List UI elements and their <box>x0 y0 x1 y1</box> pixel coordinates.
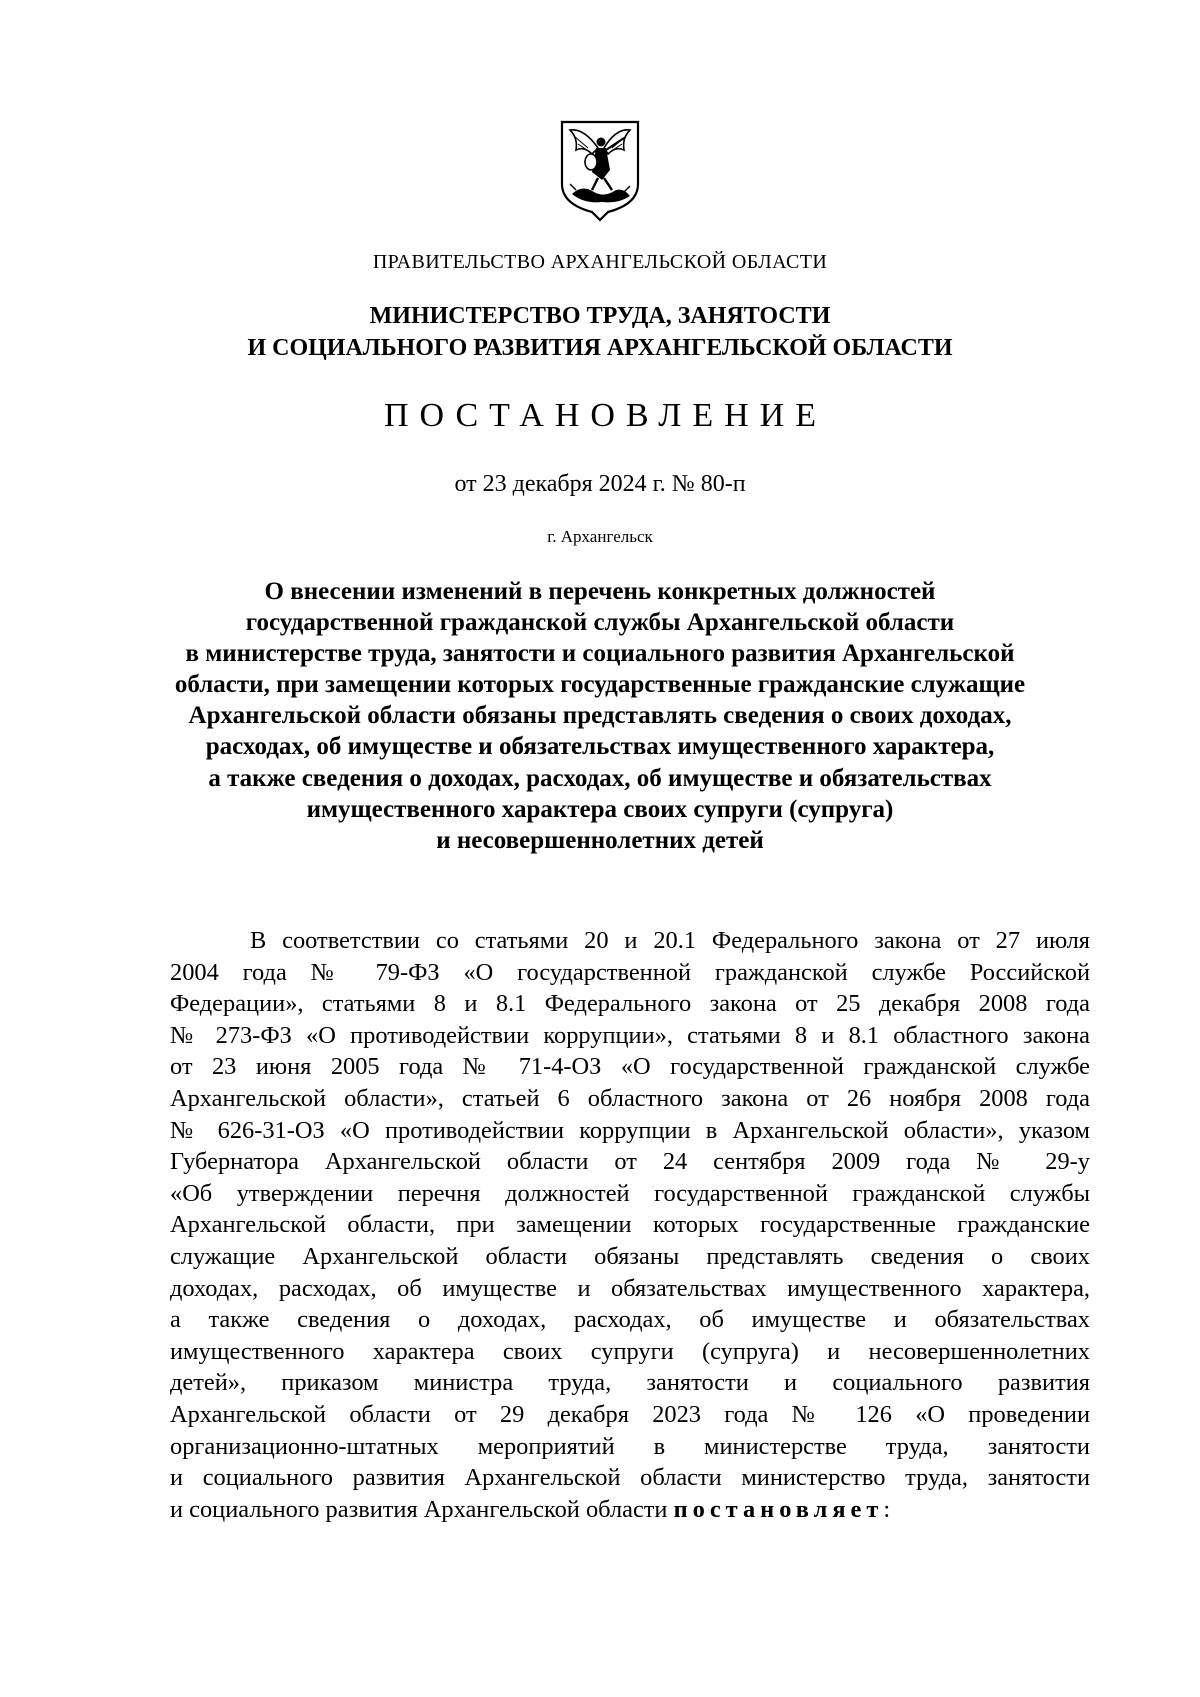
document-date-number: от 23 декабря 2024 г. № 80-п <box>454 471 746 497</box>
body-line: 2004 года № 79-ФЗ «О государственной гражданской службе Российской <box>170 958 1090 986</box>
body-line: Федерации», статьями 8 и 8.1 Федерального закона от 25 декабря 2008 года <box>170 990 1090 1018</box>
arkhangelsk-coat-of-arms-icon <box>558 118 642 222</box>
body-line: и социального развития Архангельской области министерство труда, занятости <box>170 1464 1090 1492</box>
body-line: организационно-штатных мероприятий в министерстве труда, занятости <box>170 1432 1090 1460</box>
body-line: Архангельской области, при замещении которых государственные гражданские <box>170 1211 1090 1239</box>
subject-line: и несовершеннолетних детей <box>436 826 764 854</box>
preamble-paragraph <box>170 925 1090 1525</box>
subject-line: О внесении изменений в перечень конкретных должностей <box>264 578 936 605</box>
body-line: доходах, расходах, об имуществе и обязательствах имущественного характера, <box>170 1274 1090 1302</box>
subject-line: а также сведения о доходах, расходах, об имуществе и обязательствах <box>208 764 992 792</box>
ministry-name-line: МИНИСТЕРСТВО ТРУДА, ЗАНЯТОСТИ <box>369 303 831 329</box>
operative-word: постановляет <box>673 1495 884 1523</box>
body-line: В соответствии со статьями 20 и 20.1 Федерального закона от 27 июля <box>250 927 1090 954</box>
document-place: г. Архангельск <box>547 527 653 546</box>
subject-line: в министерстве труда, занятости и социального развития Архангельской <box>185 640 1015 668</box>
subject-line: Архангельской области обязаны представлять сведения о своих доходах, <box>188 702 1012 730</box>
body-line: имущественного характера своих супруги (супруга) и несовершеннолетних <box>170 1337 1090 1365</box>
document-type: ПОСТАНОВЛЕНИЕ <box>383 397 828 434</box>
body-line: от 23 июня 2005 года № 71-4-ОЗ «О государственной гражданской службе <box>170 1053 1090 1081</box>
body-line: служащие Архангельской области обязаны представлять сведения о своих <box>170 1242 1090 1270</box>
subject-line: имущественного характера своих супруги (супруга) <box>306 795 894 823</box>
body-line: «Об утверждении перечня должностей государственной гражданской службы <box>170 1179 1090 1207</box>
body-line: № 273-ФЗ «О противодействии коррупции», статьями 8 и 8.1 областного закона <box>170 1021 1090 1049</box>
subject-line: расходах, об имуществе и обязательствах имущественного характера, <box>205 733 995 761</box>
government-name: ПРАВИТЕЛЬСТВО АРХАНГЕЛЬСКОЙ ОБЛАСТИ <box>372 251 828 273</box>
subject-line: области, при замещении которых государственные гражданские служащие <box>174 671 1026 699</box>
body-line-last <box>170 1494 1090 1526</box>
ministry-name <box>0 300 1200 364</box>
body-line: Губернатора Архангельской области от 24 сентября 2009 года № 29-у <box>170 1148 1090 1176</box>
body-line: а также сведения о доходах, расходах, об имуществе и обязательствах <box>170 1306 1090 1334</box>
body-line-end: : <box>883 1495 891 1523</box>
body-line: Архангельской области», статьей 6 областного закона от 26 ноября 2008 года <box>170 1084 1090 1112</box>
body-line: детей», приказом министра труда, занятости и социального развития <box>170 1369 1090 1397</box>
body-line: Архангельской области от 29 декабря 2023 года № 126 «О проведении <box>170 1400 1090 1428</box>
body-line: № 626-31-ОЗ «О противодействии коррупции в Архангельской области», указом <box>170 1116 1090 1144</box>
ministry-name-line: И СОЦИАЛЬНОГО РАЗВИТИЯ АРХАНГЕЛЬСКОЙ ОБЛАСТИ <box>247 335 953 361</box>
document-subject <box>130 576 1070 856</box>
body-line-text: и социального развития Архангельской области <box>170 1495 674 1523</box>
subject-line: государственной гражданской службы Архангельской области <box>245 609 955 637</box>
